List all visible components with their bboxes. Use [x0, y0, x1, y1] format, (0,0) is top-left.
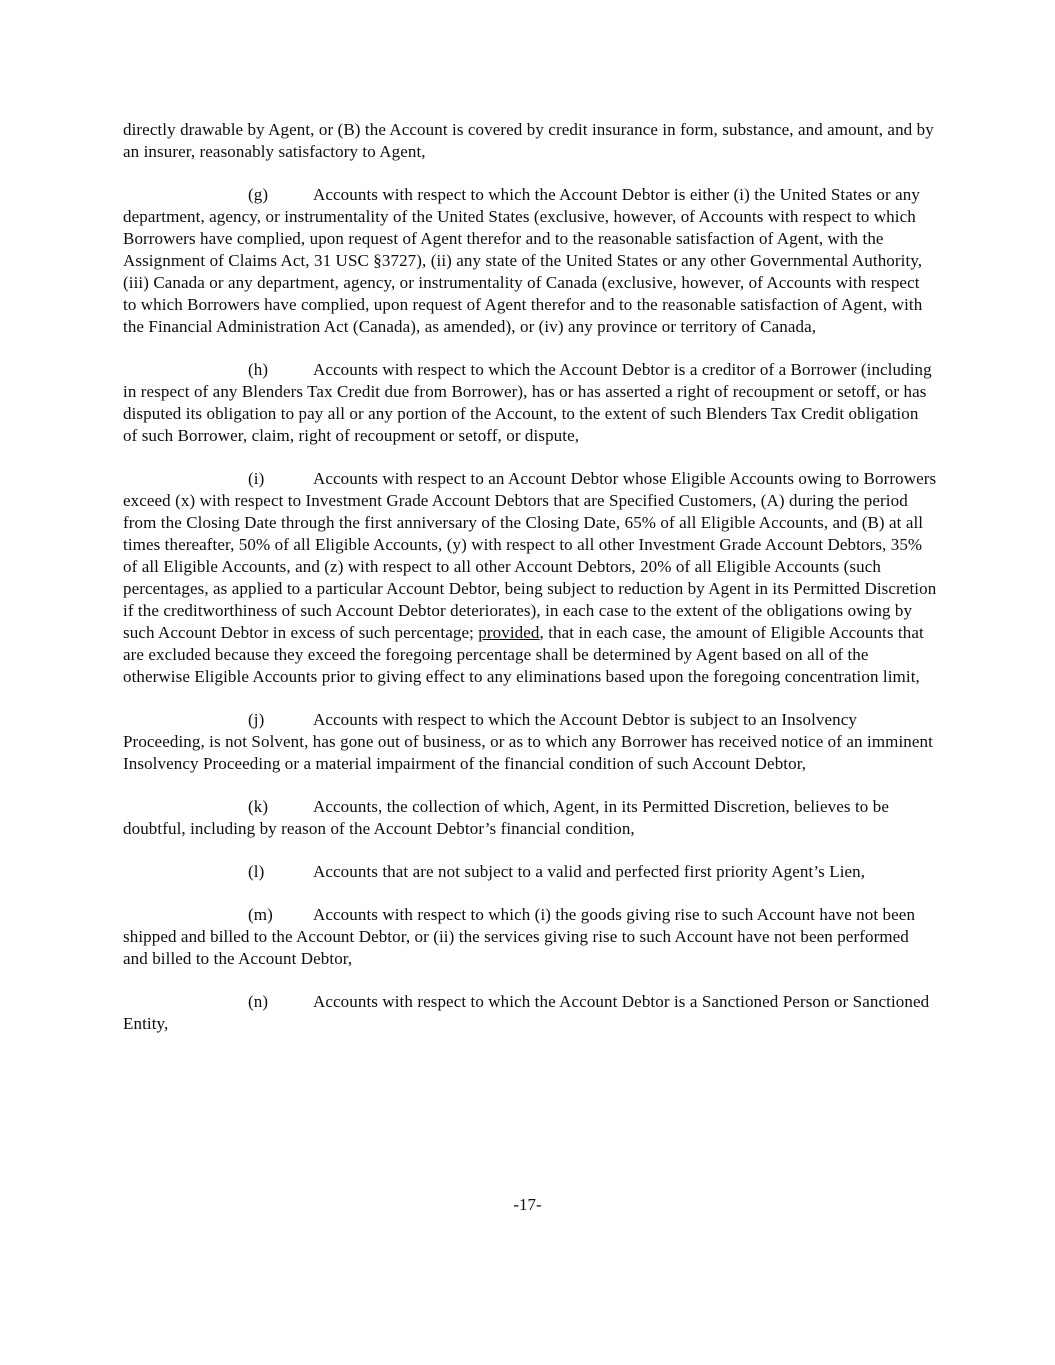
paragraph: [123, 119, 937, 163]
paragraph: [123, 468, 937, 688]
text-run: Accounts with respect to which (i) the goods giving rise to such Account have not been shipped and billed to the Account Debtor, or (ii) the services giving rise to such Account have not been performed and billed to the Account Debtor,: [123, 905, 916, 968]
paragraph-label: (l): [248, 862, 265, 881]
paragraph-label: (m): [248, 905, 273, 924]
text-run: Accounts with respect to an Account Debtor whose Eligible Accounts owing to Borrowers exceed (x) with respect to Investment Grade Account Debtors that are Specified Customers, (A) during the period from the Closing Date through the first anniversary of the Closing Date, 65% of all Eligible Accounts, and (B) at all times thereafter, 50% of all Eligible Accounts, (y) with respect to all other Investment Grade Account Debtors, 35% of all Eligible Accounts, and (z) with respect to all other Account Debtors, 20% of all Eligible Accounts (such percentages, as applied to a particular Account Debtor, being subject to reduction by Agent in its Permitted Discretion if the creditworthiness of such Account Debtor deteriorates), in each case to the extent of the obligations owing by such Account Debtor in excess of such percentage;: [123, 469, 937, 642]
text-run: Accounts with respect to which the Account Debtor is subject to an Insolvency Proceeding, is not Solvent, has gone out of business, or as to which any Borrower has received notice of an imminent Insolvency Proceeding or a material impairment of the financial condition of such Account Debtor,: [123, 710, 933, 773]
paragraph-label: (j): [248, 710, 265, 729]
paragraph: [123, 359, 937, 447]
text-run: Accounts, the collection of which, Agent, in its Permitted Discretion, believes to be doubtful, including by reason of the Account Debtor’s financial condition,: [123, 797, 889, 838]
text-run: Accounts with respect to which the Account Debtor is a Sanctioned Person or Sanctioned Entity,: [123, 992, 930, 1033]
paragraph: [123, 184, 937, 338]
paragraph-label: (n): [248, 992, 269, 1011]
text-run: Accounts that are not subject to a valid and perfected first priority Agent’s Lien,: [313, 862, 866, 881]
text-run: Accounts with respect to which the Account Debtor is either (i) the United States or any department, agency, or instrumentality of the United States (exclusive, however, of Accounts with respect to which Borrowers have complied, upon request of Agent therefor and to the reasonable satisfaction of Agent, with the Assignment of Claims Act, 31 USC §3727), (ii) any state of the United States or any other Governmental Authority, (iii) Canada or any department, agency, or instrumentality of Canada (exclusive, however, of Accounts with respect to which Borrowers have complied, upon request of Agent therefor and to the reasonable satisfaction of Agent, with the Financial Administration Act (Canada), as amended), or (iv) any province or territory of Canada,: [123, 185, 923, 336]
page-number: -17-: [513, 1195, 542, 1214]
paragraph-label: (g): [248, 185, 269, 204]
text-run: , that in each case, the amount of Eligible Accounts that are excluded because they exceed the foregoing percentage shall be determined by Agent based on all of the otherwise Eligible Accounts prior to giving effect to any eliminations based upon the foregoing concentration limit,: [123, 623, 924, 686]
paragraph: [123, 991, 937, 1035]
paragraph: [123, 709, 937, 775]
paragraph: [123, 861, 937, 883]
paragraph: [123, 904, 937, 970]
underlined-term: provided: [478, 623, 540, 642]
text-run: Accounts with respect to which the Account Debtor is a creditor of a Borrower (including in respect of any Blenders Tax Credit due from Borrower), has or has asserted a right of recoupment or setoff, or has disputed its obligation to pay all or any portion of the Account, to the extent of such Blenders Tax Credit obligation of such Borrower, claim, right of recoupment or setoff, or dispute,: [123, 360, 932, 445]
paragraph-label: (h): [248, 360, 269, 379]
text-run: directly drawable by Agent, or (B) the Account is covered by credit insurance in form, substance, and amount, and by an insurer, reasonably satisfactory to Agent,: [123, 120, 934, 161]
document-body: [123, 119, 937, 1035]
paragraph: [123, 796, 937, 840]
paragraph-label: (i): [248, 469, 265, 488]
paragraph-label: (k): [248, 797, 269, 816]
